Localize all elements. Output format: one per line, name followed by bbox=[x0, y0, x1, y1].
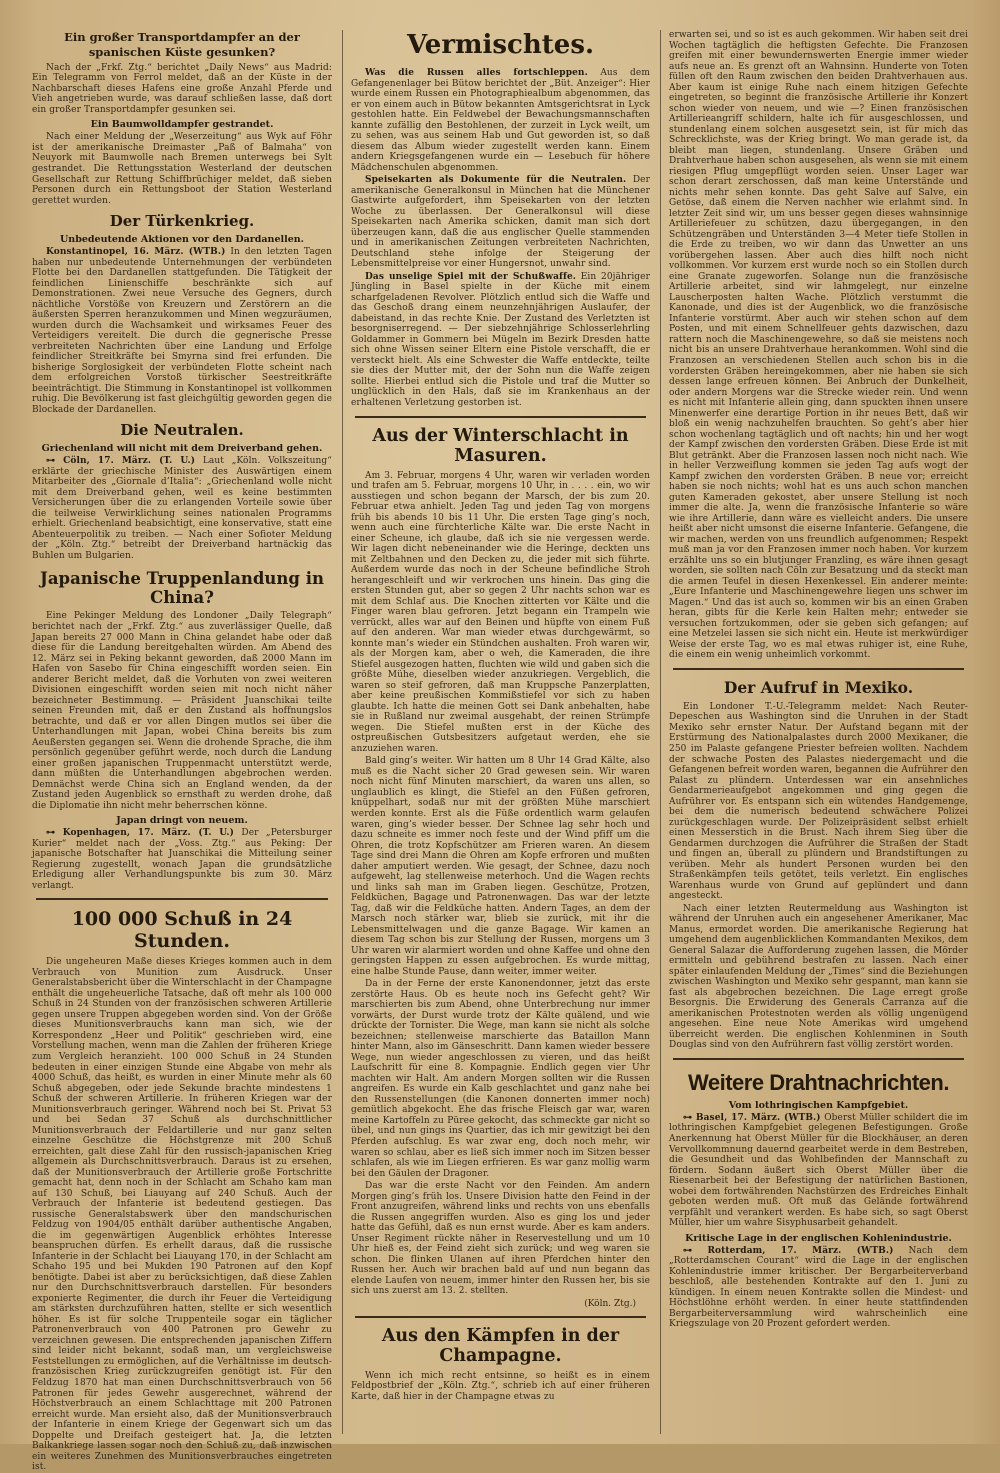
article-masuren-p3: Da in der Ferne der erste Kanonendonner, jetzt das erste zerstörte Haus. Ob es heute noch ins Gefecht geht? Wir marschierten bis zum Abend, ohne Unterbrechung nur immer vorwärts, der Durst wurde trotz der Kälte quälend, und wie drückte der Tornister. Die Wege, man kann sie nicht als solche bezeichnen; stellenweise marschierte das Bataillon Mann hinter Mann, also im Gänseschritt. Dann kamen wieder bessere Wege, nun wieder angeschlossen zu vieren, und das heißt Laufschritt für eine 8. Kompagnie. Endlich gegen vier Uhr machten wir Halt. Am andern Morgen sollten wir die Russen angreifen. Es wurde ein Kalb geschlachtet und ganz nahe bei den Russenstellungen (die Kanonen donnerten immer noch) gemütlich abgekocht. Ehe das frische Fleisch gar war, waren meine Kartoffeln zu Püree gekocht, das schmeckte gar nicht so übel, und nun gings ins Quartier, das ich mir gewitzigt bei den Pferden aufschlug. Es war zwar eng, doch noch mehr, wir waren so schlau, aber es ließ sich immer noch im Sitzen besser schlafen, als wie im Liegen erfrieren. Es war ganz mollig warm bei den Gäulen der Dragoner. bbox=[351, 979, 650, 1179]
dateline-kopenhagen: ⊶ Kopenhagen, 17. März. (T. U.) bbox=[46, 828, 234, 839]
article-transport-steamer: Nach der „Frkf. Ztg.“ berichtet „Daily News“ aus Madrid: Ein Telegramm von Ferrol meldet, daß an der Küste in der Nachbarschaft dieses Hafens eine große Anzahl Pferde und Vieh angetrieben wurde, was darauf schließen lasse, daß dort ein großer Transportdampfer gesunken sei. bbox=[32, 62, 332, 115]
article-champagne-continuation: erwarten sei, und so ist es auch gekommen. Wir haben seit drei Wochen tagtäglich die heftigsten Gefechte. Die Franzosen greifen mit einer bewundernswerten Energie immer wieder aufs neue an. Es grenzt oft an Wahnsinn. Hunderte von Toten füllen oft den Raum zwischen den beiden Drahtverhauen aus. Aber kaum ist einige Ruhe nach einem hitzigen Gefechte eingetreten, so beginnt die französische Artillerie ihr Konzert schon wieder von neuem, und wie —? Einen französischen Artillerieangriff schildern, halte ich für ausgeschlossen, und stundenlang einem solchen ausgesetzt sein, ist für mich das Schrecklichste, was der Krieg bringt. Wo man gerade ist, da bleibt man liegen, stundenlang. Unsere Gräben und Drahtverhaue haben schon ausgesehen, als wenn sie mit einem riesigen Pflug umgepflügt worden seien. Unser Lager war schon derart zerschossen, daß man keine Unterstände und nichts mehr sehen konnte. Das geht Salve auf Salve, ein Getöse, daß einem die Nerven nachher wie erlahmt sind. In letzter Zeit sind wir, um uns besser gegen dieses wahnsinnige Artilleriefeuer zu schützen, dazu übergegangen, in den Schützengräben und Unterständen 3—4 Meter tiefe Stollen in die Erde zu treiben, wo wir dann das Unwetter an uns vorübergehen lassen. Aber auch dies hilft noch nicht vollkommen. Vor kurzem erst wurde noch so ein Stollen durch eine Granate zugeworfen. Solange nun die französische Artillerie arbeitet, sind wir lahmgelegt, nur einzelne Lauscherposten halten Wache. Plötzlich verstummt die Kanonade, und dies ist der Augenblick, wo die französische Infanterie vorstürmt. Aber auch wir stehen schon auf dem Posten, und mit einem Schnellfeuer gehts dazwischen, dazu rattern noch die Maschinengewehre, so daß sie meistens noch nicht bis an unsere Drahtverhaue herankommen. Wohl sind die Franzosen an verschiedenen Stellen auch schon bis in die vordersten Gräben hereingekommen, aber nie haben sie sich dessen lange erfreuen können. Bei Anbruch der Dunkelheit, oder andern Morgens war die Strecke wieder rein. Und wenn es nicht mit Infanterie allein ging, dann spuckten ihnen unsere Minenwerfer eine derartige Portion in ihr neues Bett, daß wir bloß ein wenig nachzuhelfen brauchten. So geht’s aber hier schon wochenlang tagtäglich und oft nachts; hin und her wogt der Kampf zwischen den vordersten Gräben. Diese Erde ist mit Blut getränkt. Aber die Franzosen lassen noch nicht nach. Wie in heller Verzweiflung kommen sie jeden Tag aufs wogt der Kampf zwichen den vordersten Gräben. B neue vor; erreicht haben sie noch nichts; wohl hat es uns auch schon manchen guten Kameraden gekostet, aber unsere Stellung ist noch immer die alte. Ja, wenn die französische Infanterie so wäre wie ihre Artillerie, dann wäre es vielleicht anders. Die unsere heißt aber nicht umsonst die eiserne Infanterie. Gefangene, die wir machen, werden von uns freundlich aufgenommen; Respekt muß man ja vor den Franzosen immer noch haben. Vor kurzem erzählte uns so ein blutjunger Franzling, es wäre ihnen gesagt worden, sie sollten nach Cöln zur Besatzung und da steckt man die armen Teufel in diesen Hexenkessel. Ein anderer meinte: „Eure Infanterie und Maschinengewehre liegen uns schwer im Magen.“ Und das ist auch so, kommen wir bis an einen Graben heran, gibts für die Kerle kein Halten mehr; entweder sie versuchen fortzukommen, oder sie geben sich gefangen; auf eine Metzelei lassen sie sich nicht ein. Heute ist merkwürdiger Weise der erste Tag, wo es mal etwas ruhiger ist, eine Ruhe, die einem ein wenig unheimlich vorkommt. bbox=[669, 30, 968, 661]
subhead-griechenland: Griechenland will nicht mit dem Dreiverband gehen. bbox=[41, 443, 323, 455]
column-left bbox=[24, 30, 342, 1473]
article-russen-text: Aus dem Gefangenenlager bei Bütow berichtet der „Büt. Anzeiger“: Hier wurde einem Russen ein Photographiealbum abgenommen, das er von einem auch in Bütow bekannten Amtsgerichtsrat in Lyck gestohlen hatte. Ein Feldwebel der Bewachungsmannschaften kannte zufällig den Bestohlenen, der zurzeit in Lyck weilt, um zu sehen, was aus seinem Hab und Gut geworden ist, so daß diesem das Album wieder zugestellt werden kann. Einem andern Kriegsgefangenen wurde ein — Lesebuch für höhere Mädchenschulen abgenommen. bbox=[351, 68, 650, 173]
section-head-drahtnachrichten: Weitere Drahtnachrichten. bbox=[688, 1069, 949, 1095]
article-kohlenindustrie bbox=[669, 1246, 968, 1330]
article-russen-fortschleppen bbox=[351, 68, 650, 173]
section-divider bbox=[355, 1316, 646, 1318]
lead-speisekarten: Speisekarten als Dokumente für die Neutralen. bbox=[365, 175, 627, 186]
dateline-coeln: ⊶ Cöln, 17. März. (T. U.) bbox=[46, 456, 196, 467]
dateline-rotterdam: ⊶ Rotterdam, 17. März. (WTB.) bbox=[683, 1245, 894, 1256]
article-lothringen bbox=[669, 1113, 968, 1229]
section-divider bbox=[355, 416, 646, 418]
article-japan-dringt bbox=[32, 828, 332, 891]
article-kohlenindustrie-text: Nach dem „Rotterdamschen Courant“ wird die Lage in der englischen Kohlenindustrie immer kritischer. Der Bergarbeiterverband beschloß, alle bestehenden Kontrakte auf den 1. Juni zu kündigen. In einem neuen Kontrakte sollen die Mindest- und Höchstlöhne erhöht werden. In einer heute stattfindenden Bergarbeiterversammlung wird wahrscheinlich eine Kriegszulage von 20 Prozent gefordert werden. bbox=[669, 1245, 968, 1330]
article-speisekarten bbox=[351, 175, 650, 270]
article-masuren-p4: Das war die erste Nacht vor den Feinden. Am andern Morgen ging’s früh los. Unsere Division hatte den Feind in der Front anzugreifen, während links und rechts von uns ebenfalls die Russen angegriffen wurden. Also es ging los und jeder hatte das Gefühl, daß es nun ernst wurde. Aber es kam anders. Unser Regiment rückte näher in Reservestellung und um 10 Uhr hieß es, der Feind zieht sich zurück; und weg waren sie schon. Die flinken Ulanen auf ihren Pferdchen hinter den Russen her. Auch wir brachen bald auf und nun begann das elende Laufen von neuem, immer hinter den Russen her, bis sie sich uns zuerst am 13. 2. stellten. bbox=[351, 1181, 650, 1297]
section-divider bbox=[673, 668, 964, 670]
subhead-dardanellen: Unbedeutende Aktionen vor den Dardanellen. bbox=[60, 234, 304, 246]
subhead-baumwolldampfer: Ein Baumwolldampfer gestrandet. bbox=[90, 119, 274, 131]
section-divider bbox=[36, 898, 328, 900]
headline-transport-steamer: Ein großer Transportdampfer an der spanischen Küste gesunken? bbox=[64, 30, 300, 59]
article-baumwolldampfer: Nach einer Meldung der „Weserzeitung“ aus Wyk auf Föhr ist der amerikanische Dreimaster „Paß of Balmaha“ von Neuyork mit Baumwolle nach Bremen unterwegs bei Sylt gestrandet. Die Rettungsstation Westerland der deutschen Gesellschaft zur Rettung Schiffbrüchiger meldet, daß sieben Personen durch ein Rettungsboot der Station Westerland gerettet wurden. bbox=[32, 132, 332, 206]
section-head-tuerkenkrieg: Der Türkenkrieg. bbox=[109, 212, 255, 231]
article-japan-dringt-text: Der „Petersburger Kurier“ meldet nach der „Voss. Ztg.“ aus Peking: Der japanische Botschafter hat Juanschikai die Mitteilung seiner Regierung zugestellt, wonach Japan die grundsätzliche Erledigung aller Verhandlungspunkte bis zum 30. März verlangt. bbox=[32, 828, 332, 891]
dateline-konstantinopel: Konstantinopel, 16. März. (WTB.) bbox=[46, 247, 226, 258]
article-masuren-p1: Am 3. Februar, morgens 4 Uhr, waren wir verladen worden und trafen am 5. Februar, morgens 10 Uhr, in . . . . ein, wo wir ausstiegen und schon begann der Marsch, der bis zum 20. Februar etwa anhielt. Jeden Tag und jeden Tag von morgens früh bis abends 10 bis 11 Uhr. Die ersten Tage ging’s noch, wenn auch eine fürchterliche Kälte war. Die erste Nacht in einer Scheune, ich glaube, daß ich sie nie vergessen werde. Wir lagen dicht nebeneinander wie die Heringe, deckten uns mit Zeltbahnen und den Decken zu, die jeder mit sich führte. Außerdem wurde das noch in der Scheune befindliche Stroh herangeschleift und wir verkrochen uns hinein. Das ging die ersten Stunden gut, aber so gegen 2 Uhr nachts schon war es mit dem Schlaf aus. Die Knochen zitterten vor Kälte und die Finger waren blau gefroren. Jetzt begann ein Trampeln wie verrückt, alles war auf den Beinen und hüpfte von einem Fuß auf den anderen. War man wieder etwas durchgewärmt, so konnte man’s wieder ein Stündchen aushalten. Froh waren wir, als der Morgen kam, aber o weh, die Kameraden, die ihre Stiefel ausgezogen hatten, fluchten wie wild und gaben sich die größte Mühe, dieselben wieder anzukriegen. Vergeblich, die waren so steif gefroren, daß man Kruppsche Panzerplatten, aber keine preußischen Kommißstiefel vor sich zu haben glaubte. Ich hatte die meinen Gott sei Dank anbehalten, habe sie in Rußland nur zweimal ausgehabt, der reinen Strümpfe wegen. Die Stiefel mußten erst in der Küche des ostpreußischen Gutsbesitzers aufgetaut werden, ehe sie anzuziehen waren. bbox=[351, 470, 650, 754]
subhead-kohlenindustrie: Kritische Lage in der englischen Kohlenindustrie. bbox=[685, 1232, 952, 1244]
article-griechenland-text: Laut „Köln. Volkszeitung“ erklärte der griechische Minister des Auswärtigen einem Mitarbeiter des „Giornale d’Italia“: „Griechenland wolle nicht mit dem Dreiverband gehen, weil es keine bestimmten Versicherungen über die zu erlangenden Vorteile sowie über die teilweise Verwirklichung seines nationalen Programms erhielt. Griechenland beabsichtigt, eine konservative, statt eine Abenteuerpolitik zu treiben. — Nach einer Sofioter Meldung der „Köln. Ztg.“ betreibt der Dreiverband hartnäckig das Buhlen um Bulgarien. bbox=[32, 456, 332, 561]
article-100000-schuss: Die ungeheuren Maße dieses Krieges kommen auch in dem Verbrauch von Munition zum Ausdruck. Unser Generalstabsbericht über die Winterschlacht in der Champagne enthält die ungeheuerliche Tatsache, daß oft mehr als 100 000 Schuß in 24 Stunden von der französischen schweren Artillerie gegen unsere Truppen abgegeben worden sind. Von der Größe dieses Munitionsverbrauchs kann man sich, wie der Korrespondenz „Heer und Politik“ geschrieben wird, eine Vorstellung machen, wenn man die Zahlen der früheren Kriege zum Vergleich heranzieht. 100 000 Schuß in 24 Stunden bedeuten in einer einzigen Stunde eine Abgabe von mehr als 4000 Schuß, das heißt, es wurden in einer Minute mehr als 60 Schuß abgegeben, oder jede Sekunde brachte mindestens 1 Schuß der schweren Artillerie. In früheren Kriegen war der Munitionsverbrauch geringer. Während noch bei St. Privat 53 und bei Sedan 37 Schuß als durchschnittlicher Munitionsverbrauch der Feldartillerie und nur ganz selten einzelne Geschütze die Höchstgrenze mit 200 Schuß erreichten, galt diese Zahl für den russisch-japanischen Krieg allgemein als Durchschnittsverbrauch. Daraus ist zu ersehen, daß der Munitionsverbrauch der Artillerie große Fortschritte gemacht hat, denn noch in der Schlacht am Schaho kam man auf 130 Schuß, bei Liauyang auf 240 Schuß. Auch der Verbrauch der Infanterie ist bedeutend gestiegen. Das russische Generalstabswerk über den mandschurischen Feldzug von 1904/05 enthält darüber authentische Angaben, die im gegenwärtigen Augenblick erhöhtes Interesse beanspruchen dürfen. Es erhellt daraus, daß die russische Infanterie in der Schlacht bei Liauyang 170, in der Schlacht am Schaho 195 und bei Mukden 190 Patronen auf den Kopf benötigte. Dabei ist aber zu berücksichtigen, daß diese Zahlen nur den Durchschnittsverbrauch darstellen. Für besonders exponierte Regimenter, die durch ihr Feuer die Verteidigung am stärksten durchzuführen hatten, stellte er sich wesentlich höher. Es ist für solche Truppenteile sogar ein täglicher Patronenverbrauch von 400 Patronen pro Gewehr zu verzeichnen gewesen. Die entsprechenden japanischen Ziffern sind leider nicht bekannt, sodaß man, um vergleichsweise Feststellungen zu ermöglichen, auf die Verhältnisse im deutsch-französischen Krieg zurückzugreifen genötigt ist. Für den Feldzug 1870 hat man einen Durchschnittsverbrauch von 56 Patronen für jedes Gewehr ausgerechnet, während der Höchstverbrauch an einem Schlachttage mit 200 Patronen erreicht wurde. Man ersieht also, daß der Munitionsverbrauch der Infanterie in einem Kriege der Gegenwart sich um das Doppelte und Dreifach gesteigert hat. Ja, die letzten Balkankriege lassen sogar noch den Schluß zu, daß inzwischen ein weiteres Zunehmen des Munitionsverbrauches eingetreten ist. bbox=[32, 957, 332, 1473]
section-head-100000-schuss: 100 000 Schuß in 24 Stunden. bbox=[71, 908, 293, 953]
source-attribution: (Köln. Ztg.) bbox=[584, 1298, 636, 1309]
section-head-masuren: Aus der Winterschlacht in Masuren. bbox=[372, 425, 629, 466]
article-champagne: Wenn ich mich recht entsinne, so heißt es in einem Feldpostbrief der „Köln. Ztg.“, schrieb ich auf einer früheren Karte, daß hier in der Champagne etwas zu bbox=[351, 1370, 650, 1402]
subhead-lothringen: Vom lothringischen Kampfgebiet. bbox=[728, 1099, 909, 1111]
article-japan-china: Eine Pekinger Meldung des Londoner „Daily Telegraph“ berichtet nach der „Frkf. Ztg.“ aus zuverlässiger Quelle, daß Japan bereits 27 000 Mann in China gelandet habe oder daß diese für die Landung bereitgehalten würden. Am Abend des 12. März sei in Peking bekannt geworden, daß 2000 Mann im Hafen von Sasebo für China eingeschifft worden seien. Ein anderer Bericht meldet, daß die Vorhuten von zwei weiteren Divisionen eingeschifft worden seien mit noch nicht näher bezeichneter Bestimmung. — Präsident Juanschikai teilte seinen Freunden mit, daß er den Zustand als hoffnungslos betrachte, und daß er vor allen Dingen mutlos sei über die Unterhandlungen mit Japan, wobei China bereits bis zum Aeußersten gegangen sei. Wenn die drohende Sprache, die ihm persönlich gegenüber geführt werde, noch durch die Landung einer großen japanischen Truppenmacht unterstützt werde, dann müßten die Unterhandlungen abgebrochen werden. Demnächst werde China sich an England wenden, da der Zustand jeden Augenblick so ernsthaft zu werden drohe, daß die Diplomatie ihn nicht mehr beherrschen könne. bbox=[32, 611, 332, 811]
article-speisekarten-text: Der amerikanische Generalkonsul in München hat die Münchener Gastwirte aufgefordert, ihm Speisekarten von der letzten Woche zu überlassen. Der Generalkonsul will diese Speisekarten nach Amerika schicken, damit man sich dort überzeugen kann, daß die aus englischer Quelle stammenden und in amerikanischen Zeitungen verbreiteten Nachrichten, Deutschland stehe infolge der Steigerung der Lebensmittelpreise vor einer Hungersnot, unwahr sind. bbox=[351, 175, 650, 270]
section-head-mexiko: Der Aufruf in Mexiko. bbox=[723, 677, 914, 697]
column-right bbox=[660, 30, 978, 1434]
article-mexiko-p2: Nach einer letzten Reutermeldung aus Washington ist während der Unruhen auch ein angesehener Amerikaner, Mac Manus, ermordet worden. Die amerikanische Regierung hat umgehend dem augenblicklichen Kommandanten Mexikos, dem General Salazar die Aufforderung zugehen lassen, die Mörder ermitteln und gebührend bestrafen zu lassen. Nach einer später einlaufenden Meldung der „Times“ sind die Beziehungen zwischen Washington und Mexiko sehr gespannt, man kann sie fast als abgebrochen bezeichnen. Die Lage erregt große Besorgnis. Die Erwiderung des Generals Carranza auf die amerikanischen Protestnoten werden als völlig ungenügend angesehen. Eine neue Note Amerikas wird umgehend überreicht werden. Die englischen Kohlenminen in South Douglas sind von den Aufrührern fast völlig zerstört worden. bbox=[669, 903, 968, 1051]
column-layout bbox=[24, 30, 978, 1473]
article-lothringen-text: Oberst Müller schildert die im lothringischen Kampfgebiet gelegenen Befestigungen. Große Anerkennung hat Oberst Müller für die Blockhäuser, an deren Vervollkommnung dauernd gearbeitet werde in dem Bestreben, die Gesundheit und das Wohlbefinden der Mannschaft zu fördern. Sodann äußert sich Oberst Müller über die Riesenarbeit bei der Befestigung der natürlichen Bastionen, wobei dem fortwährenden Nachstürzen des Erdreiches Einhalt geboten werden muß. Oft muß das Gelände fortwährend verpfählt und verankert werden. Es habe sich, so sagt Oberst Müller, hier um wahre Sisyphusarbeit gehandelt. bbox=[669, 1112, 968, 1229]
column-middle bbox=[342, 30, 660, 1434]
dateline-basel: ⊶ Basel, 17. März. (WTB.) bbox=[683, 1112, 821, 1123]
article-masuren-p2: Bald ging’s weiter. Wir hatten um 8 Uhr 14 Grad Kälte, also muß es die Nacht sicher 20 Grad gewesen sein. Wir waren noch nicht fünf Minuten marschiert, da waren uns allen, so unglaublich es klingt, die Stiefel an den Füßen gefroren, knüppelhart, sodaß nur mit der größten Mühe marschiert werden konnte. Erst als die Füße ordentlich warm gelaufen waren, ging’s wieder besser. Der Schnee lag sehr hoch und dazu schneite es immer noch feste und der Wind pfiff um die Ohren, die trotz Kopfschützer am Frieren waren. An diesem Tage sind drei Mann die Ohren am Kopfe erfroren und mußten daher amputiert werden. Wie gesagt, der Schnee, dazu noch aufgeweht, lag stellenweise meterhoch. Und die Wagen rechts und links sah man im Graben liegen. Geschütze, Protzen, Feldküchen, Bagage und Patronenwagen. Das war der letzte Tag, daß wir die Feldküche hatten. Andern Tages, an dem der Marsch noch stärker war, blieb sie zurück, mit ihr die Lebensmittelwagen und die ganze Bagage. Wir kamen an diesem Tag schon bis zur Stellung der Russen, morgens um 3 Uhr waren wir alarmiert worden und ohne Kaffee und ohne den geringsten Happen zu essen aufgebrochen. Es wurde mittag, eine halbe Stunde Pause, dann weiter, immer weiter. bbox=[351, 756, 650, 977]
article-schusswaffe bbox=[351, 272, 650, 409]
lead-schusswaffe: Das unselige Spiel mit der Schußwaffe. bbox=[365, 271, 577, 282]
subhead-japan-dringt: Japan dringt von neuem. bbox=[116, 815, 248, 827]
article-schusswaffe-text: Ein 20jähriger Jüngling in Basel spielte in der Küche mit einem scharfgeladenen Revolver. Plötzlich entlud sich die Waffe und das Geschoß drang einem neunzehnjährigen Auslaufer, der dabeistand, in das rechte Knie. Der Zustand des Verletzten ist besorgniserregend. — Der siebzehnjährige Schlosserlehrling Goldammer in Gommern bei Mügeln im Bezirk Dresden hatte sich ohne Wissen seiner Eltern eine Pistole verschafft, die er versteckt hielt. Als eine Schwester die Waffe entdeckte, teilte sie dies der Mutter mit, der der Sohn nun die Waffe zeigen sollte. Hierbei entlud sich die Pistole und traf die Mutter so unglücklich in den Hals, daß sie im Krankenhaus an der erhaltenen Verletzung gestorben ist. bbox=[351, 271, 650, 408]
section-head-japan-china: Japanische Truppenlandung in China? bbox=[40, 569, 324, 608]
article-dardanellen-text: In den letzten Tagen haben nur unbedeutende Unternehmungen der verbündeten Flotte bei den Dardanellen stattgefunden. Die Tätigkeit der feindlichen Linienschiffe beschränkte sich auf Demonstrationen. Zwei neue Versuche des Gegners, durch nächtliche Vorstöße von Kreuzern und Zerstörern an die äußersten Sperren heranzukommen und Minen wegzuräumen, wurden durch die Wachsamkeit und wirksames Feuer des Verteidigers vereitelt. Die durch die gegnerische Presse verbreiteten Nachrichten über eine Landung und Erfolge feindlicher Streitkräfte bei Smyrna sind frei erfunden. Die bisherige Sorglosigkeit der verbündeten Flotte scheint nach dem erfolgreichen Vorstoß türkischer Seestreitkräfte beeinträchtigt. Die Stimmung in Konstantinopel ist vollkommen ruhig. Die Bevölkerung ist fast gleichgültig geworden gegen die Blockade der Dardanellen. bbox=[32, 247, 332, 415]
section-head-vermischtes: Vermischtes. bbox=[406, 30, 595, 60]
section-divider bbox=[673, 1058, 964, 1060]
article-mexiko-p1: Ein Londoner T.-U.-Telegramm meldet: Nach Reuter-Depeschen aus Washington sind die Unruhen in der Stadt Mexiko sehr ernster Natur. Der Aufstand begann mit der Erstürmung des Nationalpalastes durch 2000 Mexikaner, die 250 im Palaste gefangene Priester befreien wollten. Nachdem der schwache Posten des Palastes niedergemacht und die Gefangenen befreit worden waren, begannen die Aufrührer den Palast zu plündern. Unterdessen war ein ansehnliches Gendarmerieaufgebot angekommen und ging gegen die Aufrührer vor. Es entspann sich ein wütendes Handgemenge, bei dem die numerisch bedeutend schwächere Polizei zurückgeschlagen wurde. Der Polizeipräsident selbst erhielt einen Messerstich in die Brust. Nach ihrem Sieg über die Gendarmen durchzogen die Aufrührer die Straßen der Stadt und fingen an, überall zu plündern und Brandstiftungen zu verüben. Mehr als hundert Personen wurden bei den Straßenkämpfen teils getötet, teils verletzt. Ein englisches Warenhaus wurde von Grund auf geplündert und dann angesteckt. bbox=[669, 701, 968, 902]
article-griechenland bbox=[32, 456, 332, 561]
lead-russen-fortschleppen: Was die Russen alles fortschleppen. bbox=[365, 68, 588, 78]
section-head-neutralen: Die Neutralen. bbox=[120, 421, 244, 440]
article-dardanellen bbox=[32, 247, 332, 415]
section-head-champagne: Aus den Kämpfen in der Champagne. bbox=[381, 1325, 620, 1366]
